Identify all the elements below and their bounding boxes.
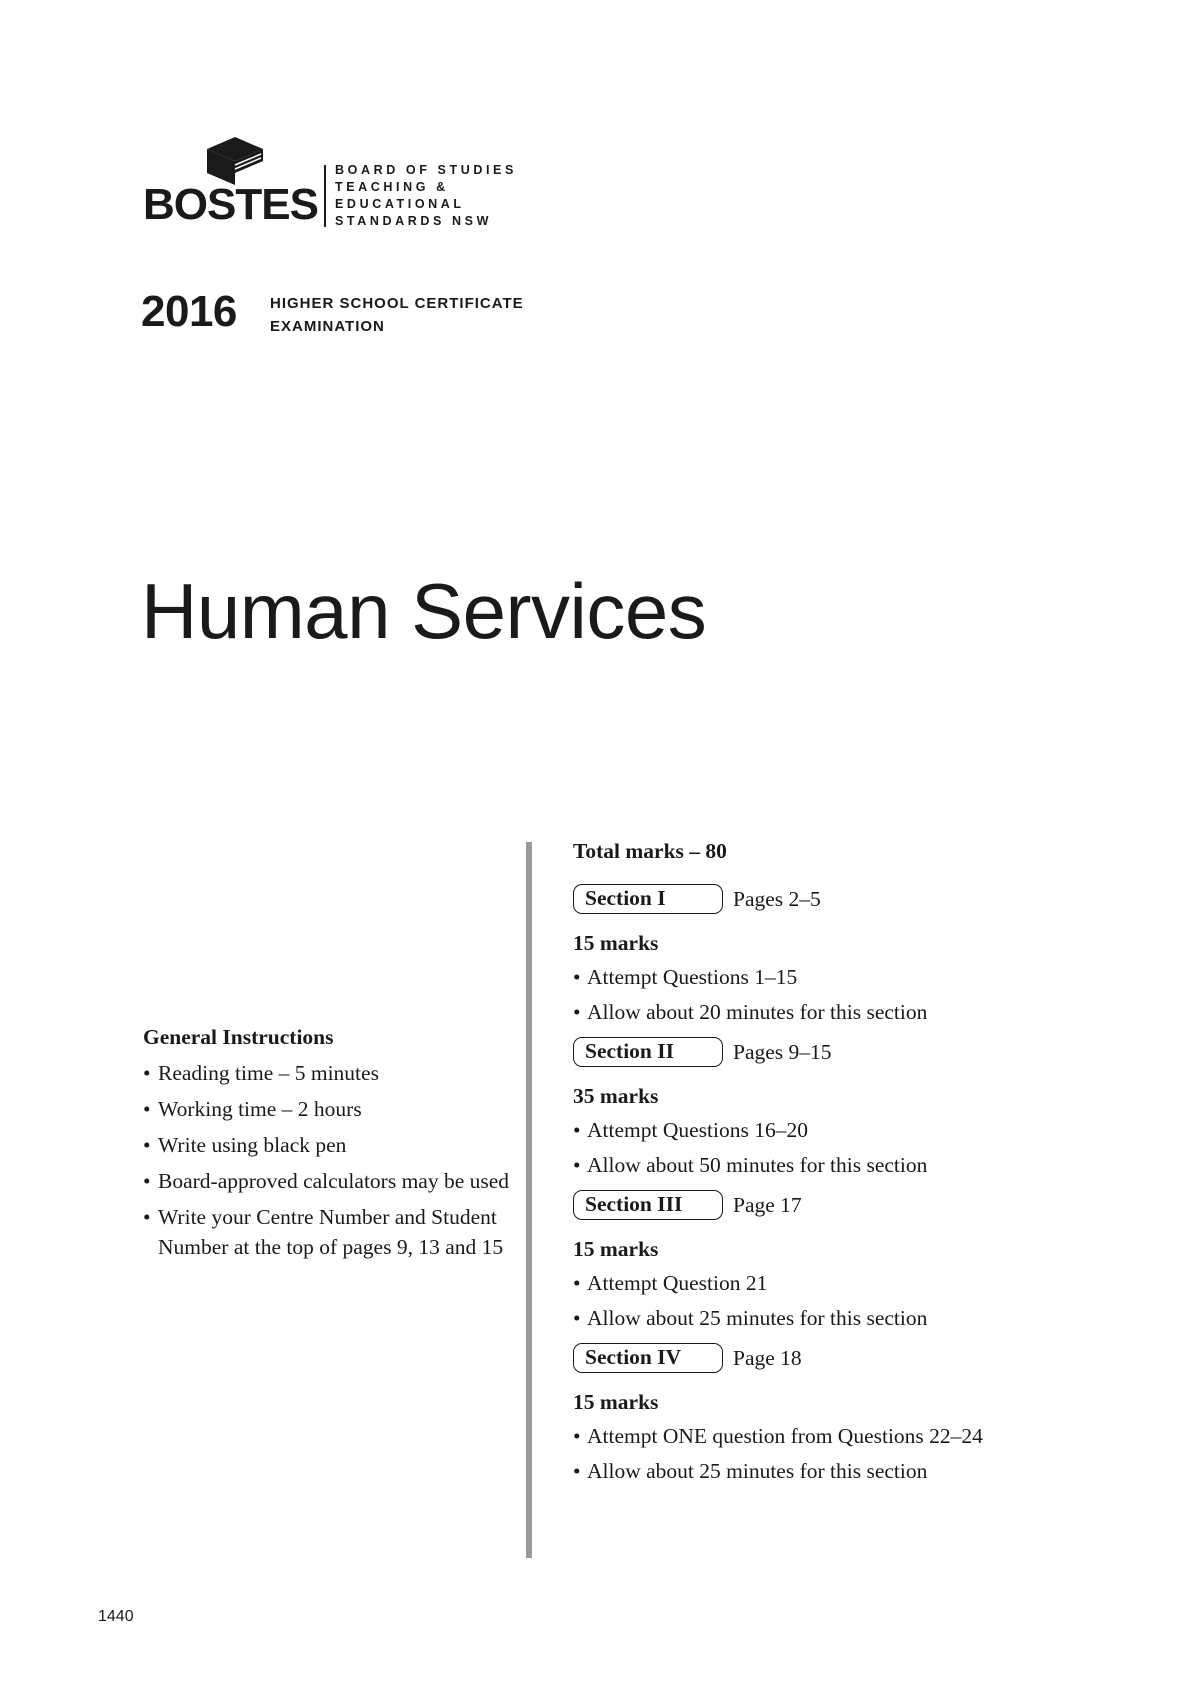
general-instructions: [143, 1022, 523, 1268]
section-header: [573, 882, 1133, 916]
subject-title: Human Services: [141, 567, 707, 655]
section-label: Section II: [573, 1037, 723, 1067]
section-instruction-item: • Allow about 50 minutes for this section: [573, 1150, 1133, 1180]
exam-type-line: HIGHER SCHOOL CERTIFICATE: [270, 295, 524, 312]
logo-organization-name: [335, 162, 517, 230]
instruction-item: • Board-approved calculators may be used: [143, 1166, 523, 1196]
section-instruction-item: • Allow about 20 minutes for this section: [573, 997, 1133, 1027]
org-line: TEACHING &: [335, 180, 449, 194]
org-line: BOARD OF STUDIES: [335, 163, 517, 177]
section-instruction-item: • Attempt Questions 1–15: [573, 962, 1133, 992]
section-instruction-item: • Allow about 25 minutes for this section: [573, 1303, 1133, 1333]
section-instructions: [573, 1115, 1133, 1180]
section-block: [573, 1341, 1133, 1486]
org-line: EDUCATIONAL: [335, 197, 465, 211]
exam-type-line: EXAMINATION: [270, 318, 385, 335]
section-label: Section IV: [573, 1343, 723, 1373]
section-header: [573, 1035, 1133, 1069]
exam-year: 2016: [141, 287, 237, 336]
section-instruction-item: • Allow about 25 minutes for this section: [573, 1456, 1133, 1486]
section-label: Section I: [573, 884, 723, 914]
instruction-item: • Reading time – 5 minutes: [143, 1058, 523, 1088]
section-instruction-item: • Attempt Questions 16–20: [573, 1115, 1133, 1145]
logo-wordmark: BOSTES: [143, 180, 318, 229]
section-instructions: [573, 962, 1133, 1027]
instructions-list: [143, 1058, 523, 1262]
org-line: STANDARDS NSW: [335, 214, 492, 228]
section-instructions: [573, 1268, 1133, 1333]
section-marks: 35 marks: [573, 1084, 659, 1108]
exam-structure: [573, 836, 1133, 1494]
section-pages: Pages 9–15: [733, 1040, 832, 1064]
general-instructions-title: General Instructions: [143, 1025, 334, 1049]
section-block: [573, 1188, 1133, 1333]
section-marks: 15 marks: [573, 931, 659, 955]
total-marks: Total marks – 80: [573, 839, 727, 863]
section-header: [573, 1188, 1133, 1222]
section-marks: 15 marks: [573, 1237, 659, 1261]
section-pages: Page 18: [733, 1346, 802, 1370]
section-marks: 15 marks: [573, 1390, 659, 1414]
section-block: [573, 882, 1133, 1027]
exam-type: [270, 292, 524, 338]
column-divider: [526, 842, 532, 1558]
instruction-item: • Write your Centre Number and Student Number at the top of pages 9, 13 and 15: [143, 1202, 523, 1262]
section-instruction-item: • Attempt Question 21: [573, 1268, 1133, 1298]
section-instruction-item: • Attempt ONE question from Questions 22–24: [573, 1421, 1133, 1451]
instruction-item: • Write using black pen: [143, 1130, 523, 1160]
logo-divider: [324, 165, 326, 227]
instruction-item: • Working time – 2 hours: [143, 1094, 523, 1124]
section-block: [573, 1035, 1133, 1180]
section-label: Section III: [573, 1190, 723, 1220]
section-instructions: [573, 1421, 1133, 1486]
section-pages: Page 17: [733, 1193, 802, 1217]
section-pages: Pages 2–5: [733, 887, 821, 911]
section-header: [573, 1341, 1133, 1375]
page-code: 1440: [98, 1608, 134, 1625]
